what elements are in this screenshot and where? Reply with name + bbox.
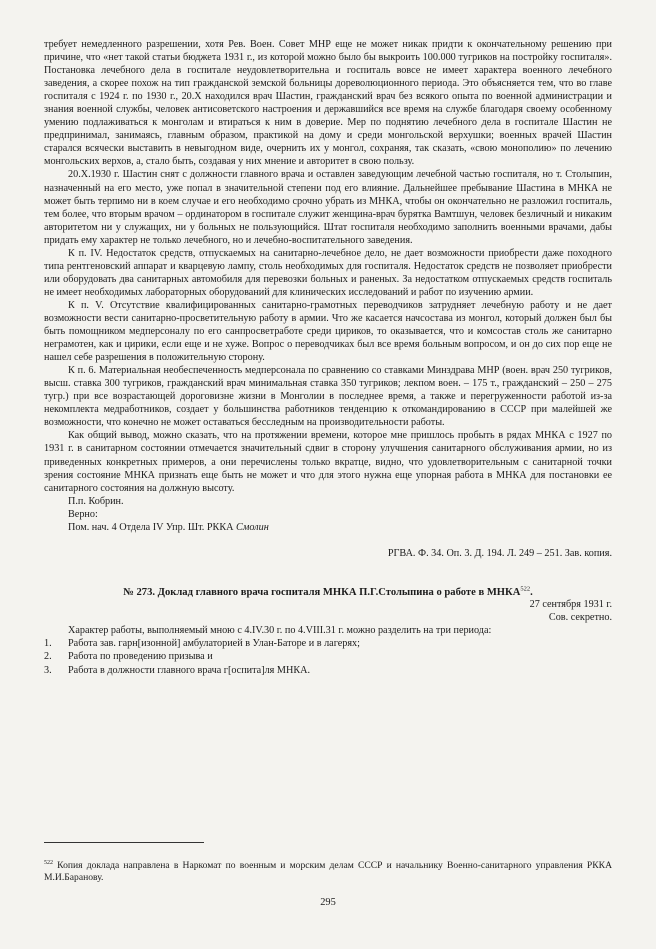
document-date: 27 сентября 1931 г. [529,598,612,610]
signature-signed: П.п. Кобрин. [68,495,124,507]
list-item [44,637,612,651]
archive-source: РГВА. Ф. 34. Оп. 3. Д. 194. Л. 249 – 251. Зав. копия. [387,547,612,559]
list-item-text: Работа в должности главного врача г[оспита]ля МНКА. [68,664,311,676]
document-intro: Характер работы, выполняемый мною с 4.IV.30 г. по 4.VIII.31 г. можно разделить на три периода: [68,624,492,636]
document-title-text: № 273. Доклад главного врача госпиталя МНКА П.Г.Столыпина о работе в МНКА [123,586,521,598]
list-item-number: 3. [44,664,52,676]
paragraph: К п. IV. Недостаток средств, отпускаемых на санитарно-лечебное дело, не дает возможности приобрести даже походного типа рентгеновский аппарат и кварцевую лампу, столь необходимых для госпиталя. Недостаток средств не позволяет приобрести или оборудовать два санитарных автомобиля для перевозки больных и раненых. За недостатком отпускаемых средств госпиталь не имеет необходимых лабораторных оборудований для клинических исследований и работ по изучению армии. [44,247,612,298]
page-number: 295 [320,897,336,908]
footnote-divider [44,842,204,843]
signature-name: Смолин [236,521,269,533]
period-list [44,637,612,678]
list-item-number: 2. [44,651,52,663]
list-item-number: 1. [44,637,52,649]
paragraph: требует немедленного разрешении, хотя Рев. Воен. Совет МНР еще не может никак придти к окончательному решению при причине, что «нет такой статьи бюджета 1931 г., из которой можно было бы выкроить 100.000 тугриков на постройку госпиталя». Постановка лечебного дела в госпитале неудовлетворительна и госпиталь вовсе не имеет характера военного лечебного заведения, а скорее похож на тип гражданской земской больницы дореволюционного периода. Это объясняется тем, что во главе госпиталя с 1924 г. по 1930 г., 20.X находился врач Шастин, гражданский врач без всякого опыта по военной администрации и знания военной службы, человек антисоветского настроения и державшийся все время на службе благодаря своему особенному умению подлаживаться к монголам и втираться к ним в доверие. Мер по поднятию лечебного дела в госпитале Шастин не предпринимал, занимаясь, главным образом, практикой на дому и среди монгольской верхушки; военных врачей Шастин старался всячески выставить в невыгодном виде, очернить их у монгол, сохраняя, так сказать, «свою монополию» по лечению монгольских верхов, а, стало быть, создавая у них мнение и авторитет в свою пользу. [44,39,612,168]
document-classification: Сов. секретно. [548,611,612,623]
signature-position [44,521,612,534]
paragraph: Как общий вывод, можно сказать, что на протяжении времени, которое мне пришлось пробыть в рядах МНКА с 1927 по 1931 г. в санитарном состоянии отмечается значительный сдвиг в сторону улучшения санитарного обслуживания армии, но из приведенных конкретных примеров, а они перечислены только вкратце, видно, что удовлетворительным с санитарной точки зрения состояние МНКА признать еще быть не может и что для этого нужна еще упорная работа в МНКА для постановки ее санитарного состояния на должную высоту. [44,430,612,494]
footnote-text: Копия доклада направлена в Наркомат по военным и морским делам СССР и начальнику Военно-санитарного управления РККА М.И.Баранову. [44,859,612,884]
paragraph: К п. V. Отсутствие квалифицированных санитарно-грамотных переводчиков затрудняет лечебную работу и не дает возможности вести санитарно-просветительную работу в армии. Что же касается начсостава из монгол, который должен был бы быть помощником медперсоналу по его санпросветработе среди цириков, то оказывается, что и комсостав столь же санитарно неграмотен, как и цирики, если еще и не хуже. Вопрос о переводчиках был все время больным вопросом, и он до сих пор еще не нашел себе разрешения в положительную сторону. [44,299,612,364]
paragraph: 20.X.1930 г. Шастин снят с должности главного врача и оставлен заведующим лечебной частью госпиталя, но т. Столыпин, назначенный на его место, уже попал в значительной степени под его влияние. Дальнейшее пребывание Шастина в МНКА не может быть терпимо ни в коем случае и его необходимо срочно убрать из МНКА, чтобы он окончательно не разложил госпиталь, тем более, что вторым врачом – ординатором в госпитале служит женщина-врач бурятка Вамтшун, человек безличный и никаким авторитетом ни у служащих, ни у больных не пользующийся. Штат госпиталя необходимо заполнить военными врачами, дабы придать ему характер не только лечебного, но и лечебно-воспитательного заведения. [44,169,612,246]
signature-verno: Верно: [68,508,98,520]
list-item [44,664,612,678]
list-item-text: Работа зав. гарн[изонной] амбулаторией в Улан-Баторе и в лагерях; [68,637,360,649]
list-item-text: Работа по проведению призыва и [68,651,213,663]
footnote-reference: 522 [520,585,531,593]
list-item [44,650,612,664]
signature-position-text: Пом. нач. 4 Отдела IV Упр. Шт. РККА [68,521,234,533]
footnote-mark: 522 [44,859,53,866]
document-title: № 273. Доклад главного врача госпиталя МНКА П.Г.Столыпина о работе в МНКА$^{522}$. [123,585,533,598]
paragraph: К п. 6. Материальная необеспеченность медперсонала по сравнению со ставками Минздрава МНР (воен. врач 250 тугриков, высш. ставка 300 тугриков, гражданский врач минимальная ставка 350 тугриков; лекпом воен. – 175 т., гражданский – 250 – 275 тугр.) при все возрастающей дороговизне жизни в Монголии в последнее время, а также и перегруженности работой из-за некомплекта медработников, создает у большинства работников тенденцию к откомандированию в СССР при малейшей же возможности, что конечно не может оставаться бесследным на производительности работы. [44,365,612,429]
body-text [44,38,612,534]
footnote [44,860,612,885]
